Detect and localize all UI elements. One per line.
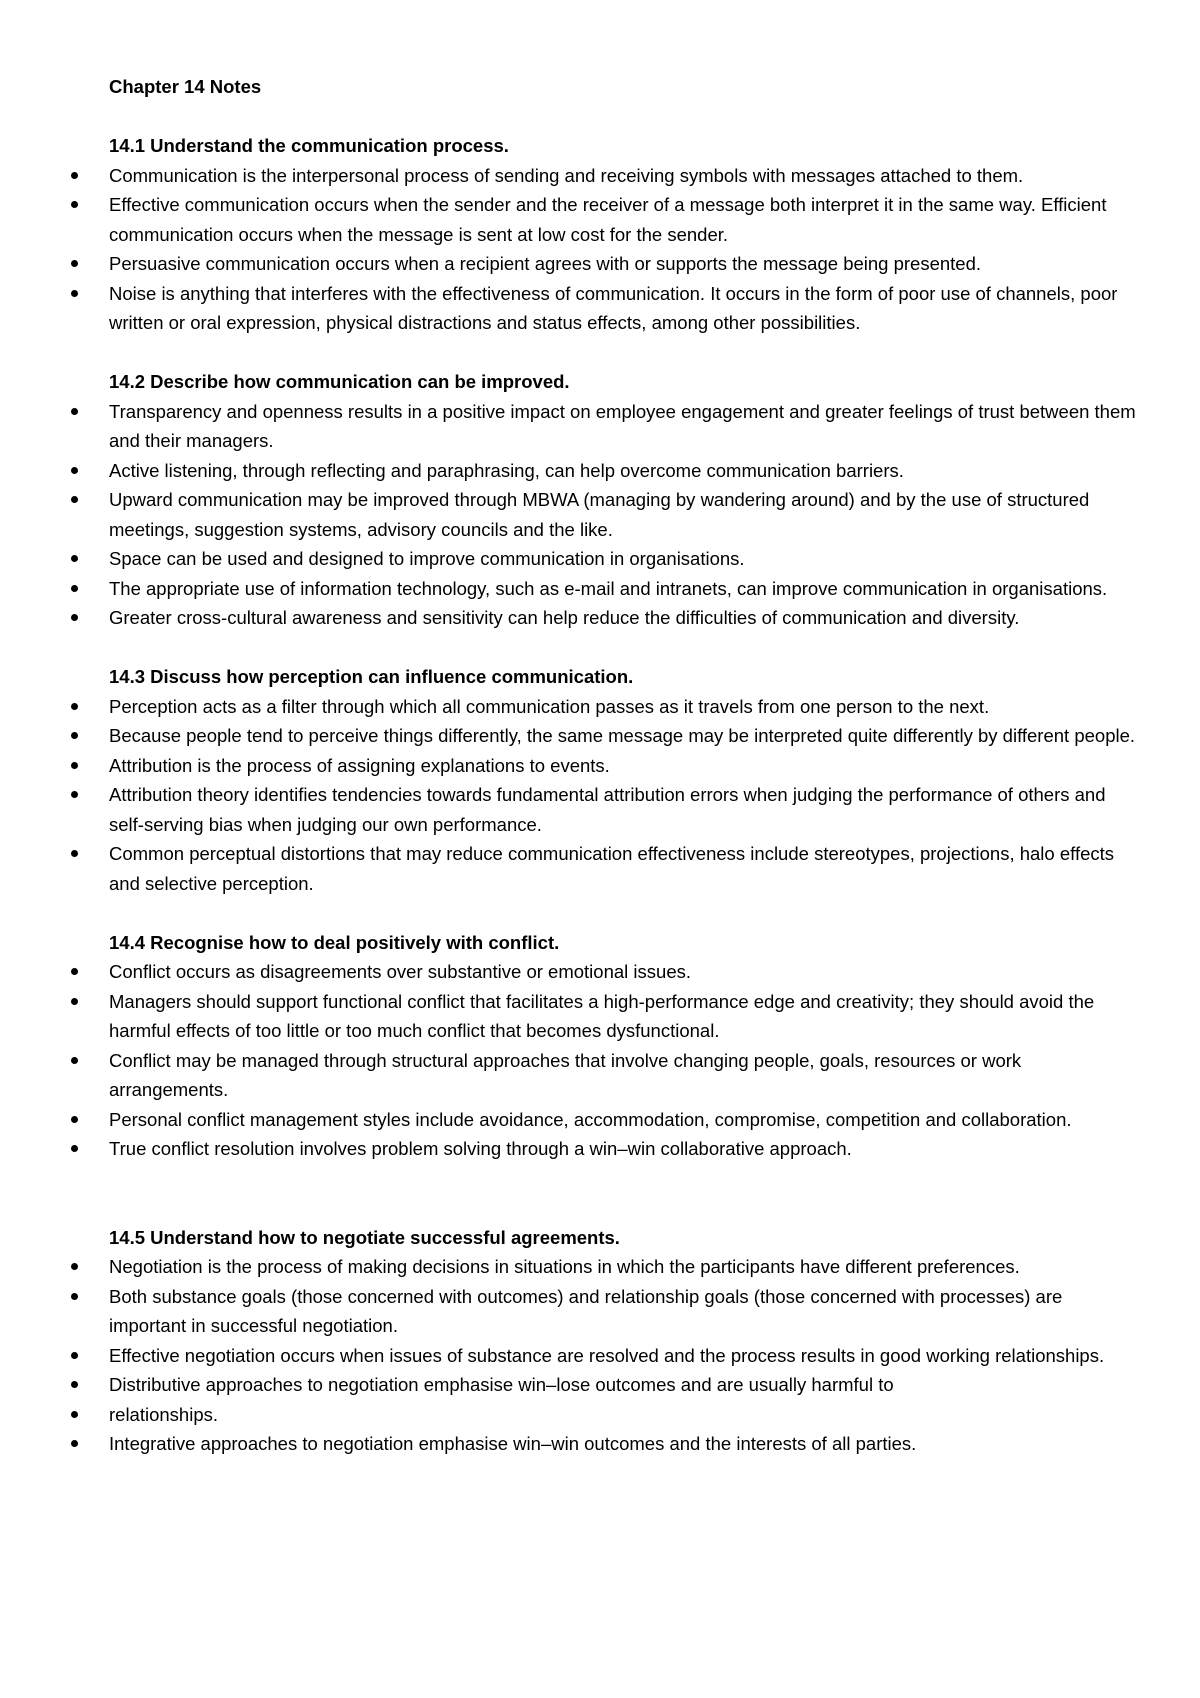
bullet-item: Managers should support functional conflict that facilitates a high-performance edge and creativity; they should avoid the harmful effects of too little or too much conflict that becomes dysfunctional.	[109, 987, 1140, 1046]
section-14-1	[109, 131, 1140, 338]
bullet-list	[109, 397, 1140, 633]
bullet-item: relationships.	[109, 1400, 1140, 1430]
document-title: Chapter 14 Notes	[109, 76, 262, 97]
bullet-item: Conflict may be managed through structural approaches that involve changing people, goals, resources or work arrangements.	[109, 1046, 1140, 1105]
section-heading: 14.1 Understand the communication process.	[109, 135, 509, 156]
bullet-item: Greater cross-cultural awareness and sensitivity can help reduce the difficulties of communication and diversity.	[109, 603, 1140, 633]
bullet-item: The appropriate use of information technology, such as e-mail and intranets, can improve communication in organisations.	[109, 574, 1140, 604]
bullet-item: Effective communication occurs when the sender and the receiver of a message both interpret it in the same way. Efficient communication occurs when the message is sent at low cost for the sender.	[109, 190, 1140, 249]
bullet-item: Transparency and openness results in a positive impact on employee engagement and greater feelings of trust between them and their managers.	[109, 397, 1140, 456]
bullet-item: Negotiation is the process of making decisions in situations in which the participants have different preferences.	[109, 1252, 1140, 1282]
bullet-item: Personal conflict management styles include avoidance, accommodation, compromise, competition and collaboration.	[109, 1105, 1140, 1135]
bullet-item: Communication is the interpersonal process of sending and receiving symbols with messages attached to them.	[109, 161, 1140, 191]
bullet-item: Upward communication may be improved through MBWA (managing by wandering around) and by the use of structured meetings, suggestion systems, advisory councils and the like.	[109, 485, 1140, 544]
bullet-item: Active listening, through reflecting and paraphrasing, can help overcome communication barriers.	[109, 456, 1140, 486]
bullet-item: Common perceptual distortions that may reduce communication effectiveness include stereotypes, projections, halo effects and selective perception.	[109, 839, 1140, 898]
bullet-item: Effective negotiation occurs when issues of substance are resolved and the process results in good working relationships.	[109, 1341, 1140, 1371]
section-14-3	[109, 662, 1140, 898]
bullet-item: Conflict occurs as disagreements over substantive or emotional issues.	[109, 957, 1140, 987]
bullet-item: Persuasive communication occurs when a recipient agrees with or supports the message being presented.	[109, 249, 1140, 279]
bullet-item: Both substance goals (those concerned with outcomes) and relationship goals (those concerned with processes) are important in successful negotiation.	[109, 1282, 1140, 1341]
bullet-list	[109, 161, 1140, 338]
section-heading: 14.4 Recognise how to deal positively with conflict.	[109, 931, 560, 953]
bullet-item: Noise is anything that interferes with the effectiveness of communication. It occurs in the form of poor use of channels, poor written or oral expression, physical distractions and status effects, among other possibilities.	[109, 279, 1140, 338]
bullet-item: Because people tend to perceive things differently, the same message may be interpreted quite differently by different people.	[109, 721, 1140, 751]
section-heading: 14.2 Describe how communication can be improved.	[109, 371, 570, 392]
bullet-list	[109, 692, 1140, 899]
bullet-item: Attribution theory identifies tendencies towards fundamental attribution errors when judging the performance of others and self-serving bias when judging our own performance.	[109, 780, 1140, 839]
bullet-item: True conflict resolution involves problem solving through a win–win collaborative approach.	[109, 1134, 1140, 1164]
section-14-5	[109, 1223, 1140, 1459]
section-14-2	[109, 367, 1140, 633]
bullet-item: Space can be used and designed to improve communication in organisations.	[109, 544, 1140, 574]
bullet-item: Integrative approaches to negotiation emphasise win–win outcomes and the interests of all parties.	[109, 1429, 1140, 1459]
bullet-list	[109, 957, 1140, 1164]
bullet-item: Perception acts as a filter through which all communication passes as it travels from one person to the next.	[109, 692, 1140, 722]
section-heading: 14.5 Understand how to negotiate successful agreements.	[109, 1226, 620, 1248]
section-14-4	[109, 928, 1140, 1164]
section-heading: 14.3 Discuss how perception can influence communication.	[109, 666, 634, 687]
bullet-item: Distributive approaches to negotiation emphasise win–lose outcomes and are usually harmful to	[109, 1370, 1140, 1400]
bullet-item: Attribution is the process of assigning explanations to events.	[109, 751, 1140, 781]
bullet-list	[109, 1252, 1140, 1459]
